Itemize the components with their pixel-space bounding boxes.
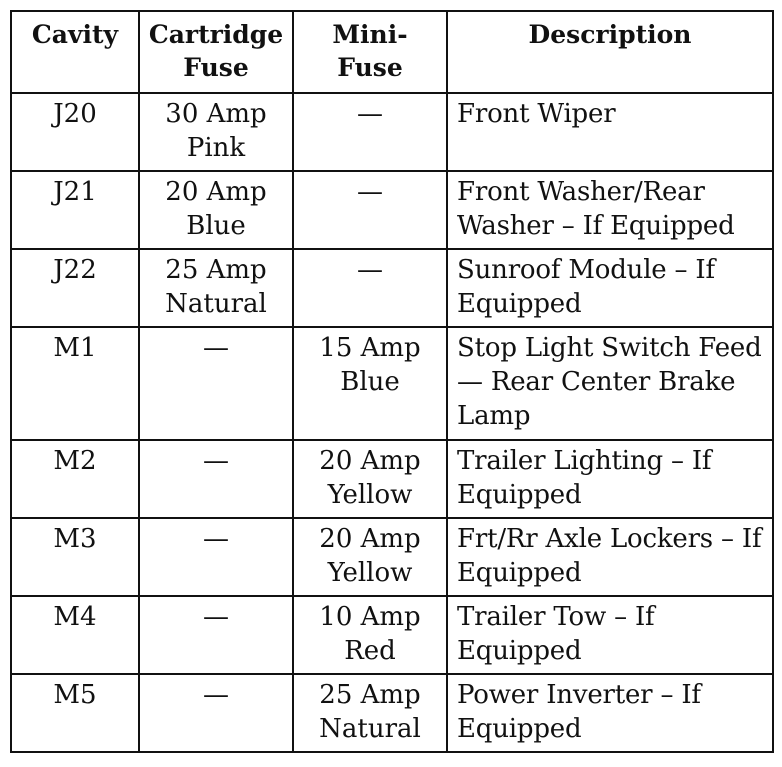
cavity-cell: J22 <box>11 249 139 327</box>
description-cell: Stop Light Switch Feed — Rear Center Brake Lamp <box>447 327 773 440</box>
header-mini-fuse: Mini-Fuse <box>293 11 447 93</box>
table-row <box>11 171 773 249</box>
cartridge-cell: — <box>139 518 293 596</box>
mini-cell: 10 Amp Red <box>293 596 447 674</box>
cavity-cell: M4 <box>11 596 139 674</box>
cartridge-cell: 30 Amp Pink <box>139 93 293 171</box>
table-row <box>11 249 773 327</box>
description-cell: Trailer Lighting – If Equipped <box>447 440 773 518</box>
header-cavity: Cavity <box>11 11 139 93</box>
mini-cell: 20 Amp Yellow <box>293 440 447 518</box>
header-row <box>11 11 773 93</box>
cavity-cell: M2 <box>11 440 139 518</box>
description-cell: Front Wiper <box>447 93 773 171</box>
header-description: Description <box>447 11 773 93</box>
mini-cell: — <box>293 171 447 249</box>
description-cell: Frt/Rr Axle Lockers – If Equipped <box>447 518 773 596</box>
cavity-cell: J20 <box>11 93 139 171</box>
fuse-table <box>10 10 774 753</box>
mini-cell: — <box>293 249 447 327</box>
mini-cell: — <box>293 93 447 171</box>
cavity-cell: J21 <box>11 171 139 249</box>
cavity-cell: M3 <box>11 518 139 596</box>
cavity-cell: M1 <box>11 327 139 440</box>
cartridge-cell: — <box>139 596 293 674</box>
table-row <box>11 93 773 171</box>
cartridge-cell: 20 Amp Blue <box>139 171 293 249</box>
mini-cell: 25 Amp Natural <box>293 674 447 752</box>
description-cell: Power Inverter – If Equipped <box>447 674 773 752</box>
cartridge-cell: — <box>139 674 293 752</box>
description-cell: Sunroof Module – If Equipped <box>447 249 773 327</box>
table-row <box>11 518 773 596</box>
table-row <box>11 327 773 440</box>
table-row <box>11 674 773 752</box>
cartridge-cell: 25 Amp Natural <box>139 249 293 327</box>
table-row <box>11 440 773 518</box>
description-cell: Front Washer/Rear Washer – If Equipped <box>447 171 773 249</box>
description-cell: Trailer Tow – If Equipped <box>447 596 773 674</box>
cartridge-cell: — <box>139 440 293 518</box>
table-row <box>11 596 773 674</box>
header-cartridge-fuse: Cartridge Fuse <box>139 11 293 93</box>
mini-cell: 15 Amp Blue <box>293 327 447 440</box>
cavity-cell: M5 <box>11 674 139 752</box>
mini-cell: 20 Amp Yellow <box>293 518 447 596</box>
cartridge-cell: — <box>139 327 293 440</box>
